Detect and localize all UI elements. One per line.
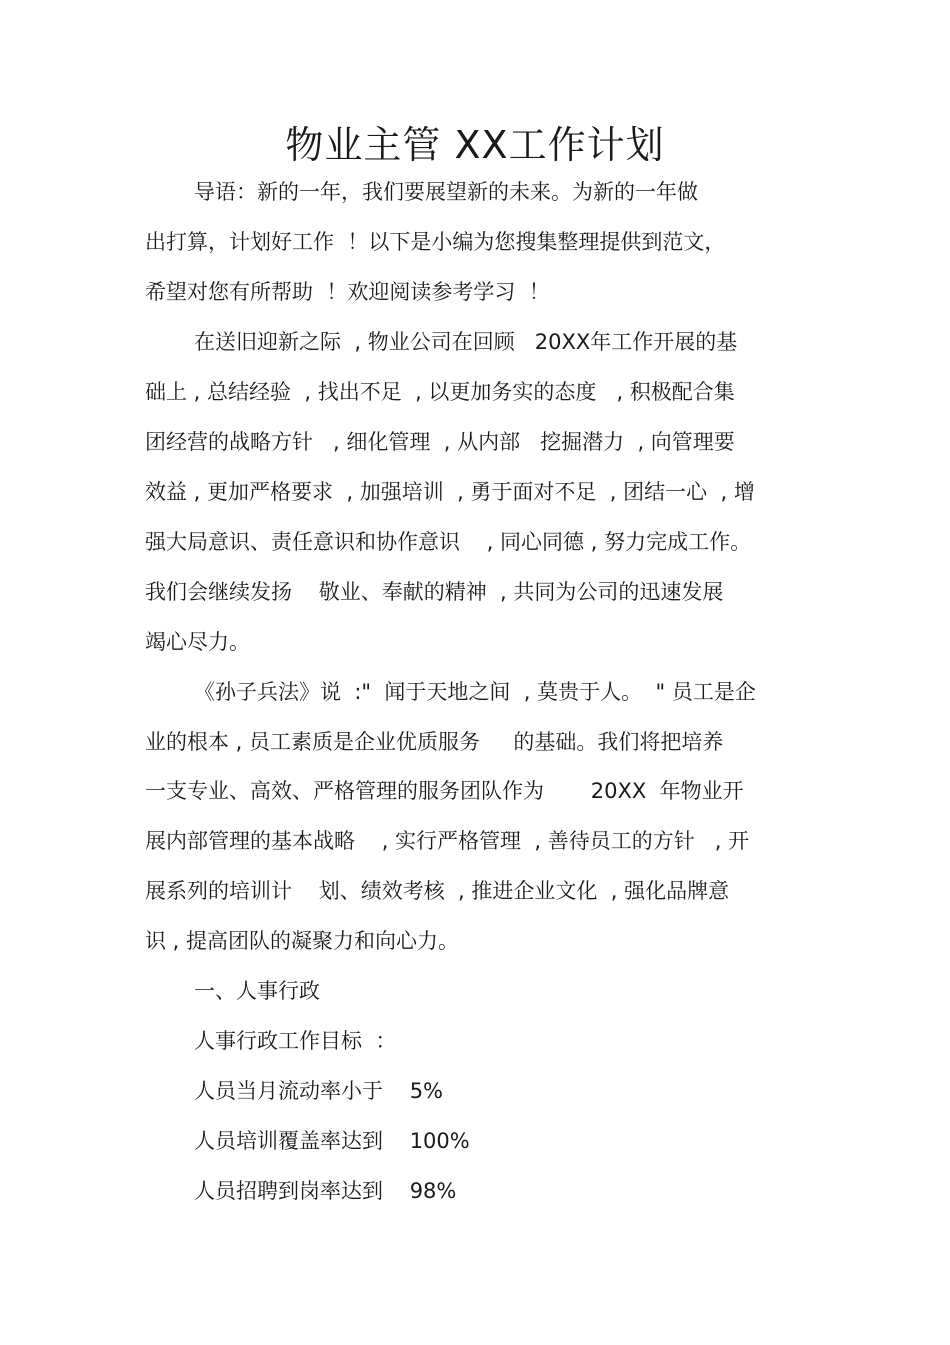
paragraph-line: 在送旧迎新之际 , 物业公司在回顾 20XX年工作开展的基: [194, 330, 738, 354]
paragraph-line: 展内部管理的基本战略 , 实行严格管理 , 善待员工的方针 , 开: [145, 829, 750, 853]
section-heading: 一、人事行政: [194, 979, 320, 1003]
document-title: 物业主管 XX工作计划: [285, 123, 665, 167]
paragraph-line: 团经营的战略方针 , 细化管理 , 从内部 挖掘潜力 , 向管理要: [145, 430, 735, 454]
paragraph-line: 竭心尽力。: [145, 630, 250, 654]
paragraph-line: 业的根本 , 员工素质是企业优质服务 的基础。我们将把培养: [145, 730, 724, 754]
paragraph-line: 《孙子兵法》说 :" 闻于天地之间 , 莫贵于人。 " 员工是企: [194, 680, 756, 704]
paragraph-line: 识 , 提高团队的凝聚力和向心力。: [145, 929, 460, 953]
list-item: 人员招聘到岗率达到 98%: [194, 1179, 457, 1203]
paragraph-line: 导语：新的一年，我们要展望新的未来。为新的一年做: [194, 180, 698, 204]
paragraph-line: 出打算，计划好工作 ！以下是小编为您搜集整理提供到范文，: [145, 230, 726, 254]
paragraph-line: 一支专业、高效、严格管理的服务团队作为 20XX 年物业开: [145, 779, 744, 803]
paragraph-line: 希望对您有所帮助 ！欢迎阅读参考学习 ！: [145, 280, 550, 304]
list-item: 人员培训覆盖率达到 100%: [194, 1129, 470, 1153]
list-item: 人员当月流动率小于 5%: [194, 1079, 444, 1103]
paragraph-line: 我们会继续发扬 敬业、奉献的精神 , 共同为公司的迅速发展: [145, 580, 724, 604]
paragraph-line: 强大局意识、责任意识和协作意识 , 同心同德 , 努力完成工作。: [145, 530, 752, 554]
paragraph-line: 人事行政工作目标 ：: [194, 1029, 397, 1053]
paragraph-line: 展系列的培训计 划、绩效考核 , 推进企业文化 , 强化品牌意: [145, 879, 730, 903]
paragraph-line: 础上 , 总结经验 , 找出不足 , 以更加务实的态度 , 积极配合集: [145, 380, 735, 404]
paragraph-line: 效益 , 更加严格要求 , 加强培训 , 勇于面对不足 , 团结一心 , 增: [145, 480, 755, 504]
